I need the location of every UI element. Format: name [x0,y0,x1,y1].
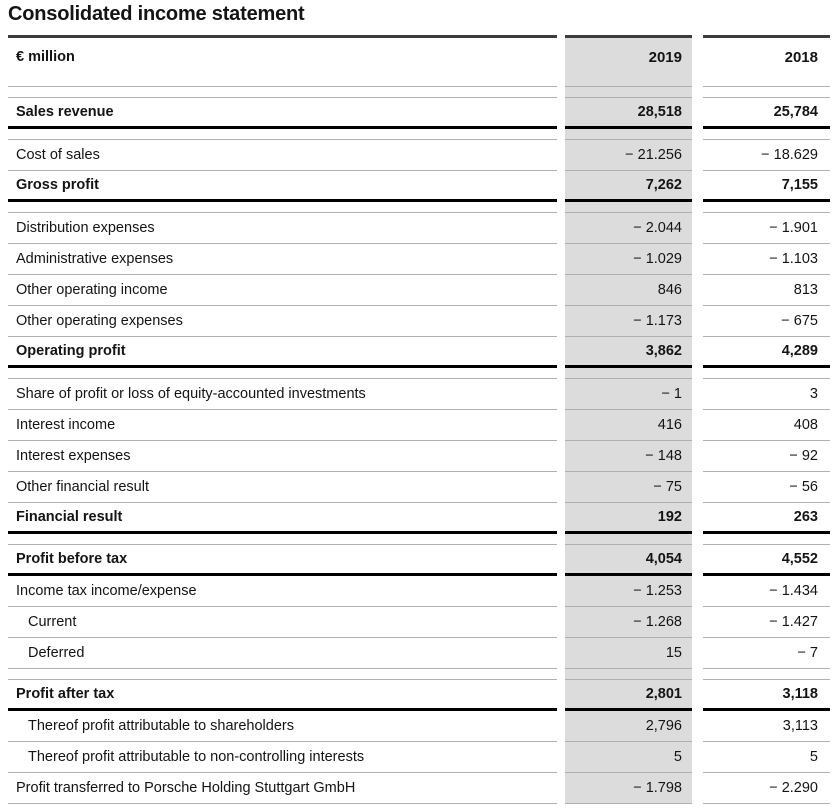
spacer-cell [703,368,830,379]
column-gap [557,410,565,441]
column-gap [692,669,703,680]
value-2018: 3,113 [703,711,830,742]
row-label: Deferred [8,638,557,669]
row-label: Interest income [8,410,557,441]
column-gap [557,534,565,545]
spacer-cell [703,129,830,140]
value-2018: 813 [703,275,830,306]
column-gap [692,87,703,98]
spacer-cell [703,87,830,98]
value-2019: 192 [565,503,692,534]
value-2019: − 1.029 [565,244,692,275]
table-row [8,503,830,534]
column-gap [557,202,565,213]
value-2018: − 18.629 [703,140,830,171]
column-gap [692,98,703,129]
column-gap [692,607,703,638]
income-statement-table [8,35,830,804]
section-spacer-row [8,87,830,98]
spacer-cell [565,87,692,98]
row-label: Other operating income [8,275,557,306]
column-gap [557,576,565,607]
table-row [8,306,830,337]
column-gap [557,472,565,503]
column-gap [557,306,565,337]
row-label: Administrative expenses [8,244,557,275]
column-header-2018: 2018 [703,35,830,87]
value-2018: − 56 [703,472,830,503]
spacer-cell [703,202,830,213]
value-2019: 7,262 [565,171,692,202]
value-2018: − 675 [703,306,830,337]
spacer-cell [703,534,830,545]
table-row [8,213,830,244]
column-gap [557,129,565,140]
spacer-cell [8,87,557,98]
column-gap [557,98,565,129]
column-gap [692,534,703,545]
row-label: Operating profit [8,337,557,368]
spacer-cell [8,669,557,680]
column-gap [692,140,703,171]
table-row [8,638,830,669]
value-2019: 15 [565,638,692,669]
column-gap [557,140,565,171]
table-header-row [8,35,830,87]
table-row [8,711,830,742]
value-2018: − 2.290 [703,773,830,804]
table-row [8,607,830,638]
section-spacer-row [8,368,830,379]
column-gap [557,337,565,368]
column-gap [692,680,703,711]
row-label: Profit transferred to Porsche Holding Stuttgart GmbH [8,773,557,804]
value-2018: 7,155 [703,171,830,202]
row-label: Thereof profit attributable to shareholders [8,711,557,742]
table-row [8,576,830,607]
table-row [8,441,830,472]
value-2019: 2,796 [565,711,692,742]
value-2018: − 7 [703,638,830,669]
column-gap [692,472,703,503]
value-2018: 3 [703,379,830,410]
column-header-unit: € million [8,35,557,87]
row-label: Sales revenue [8,98,557,129]
column-gap [692,306,703,337]
column-gap [692,244,703,275]
value-2019: − 1.253 [565,576,692,607]
value-2018: 263 [703,503,830,534]
value-2019: − 75 [565,472,692,503]
row-label: Thereof profit attributable to non-controlling interests [8,742,557,773]
section-spacer-row [8,202,830,213]
table-row [8,171,830,202]
column-gap [557,669,565,680]
column-gap [557,275,565,306]
spacer-cell [703,669,830,680]
row-label: Financial result [8,503,557,534]
value-2018: 25,784 [703,98,830,129]
table-row [8,410,830,441]
column-gap [692,368,703,379]
value-2018: − 92 [703,441,830,472]
column-gap [692,638,703,669]
column-gap [692,171,703,202]
column-gap [692,213,703,244]
value-2019: 4,054 [565,545,692,576]
row-label: Distribution expenses [8,213,557,244]
column-gap [692,503,703,534]
spacer-cell [8,129,557,140]
value-2018: 408 [703,410,830,441]
column-gap [557,368,565,379]
row-label: Other financial result [8,472,557,503]
column-gap [692,35,703,87]
value-2019: 28,518 [565,98,692,129]
column-gap [692,441,703,472]
value-2018: − 1.434 [703,576,830,607]
column-gap [692,275,703,306]
table-row [8,742,830,773]
column-header-2019: 2019 [565,35,692,87]
column-gap [557,773,565,804]
table-row [8,472,830,503]
table-rows [8,87,830,804]
value-2019: − 1 [565,379,692,410]
row-label: Current [8,607,557,638]
spacer-cell [8,202,557,213]
row-label: Other operating expenses [8,306,557,337]
column-gap [557,680,565,711]
value-2018: − 1.103 [703,244,830,275]
spacer-cell [565,202,692,213]
table-row [8,244,830,275]
spacer-cell [8,368,557,379]
column-gap [692,545,703,576]
column-gap [557,87,565,98]
spacer-cell [565,534,692,545]
table-row [8,545,830,576]
value-2019: 416 [565,410,692,441]
row-label: Cost of sales [8,140,557,171]
column-gap [557,503,565,534]
column-gap [557,35,565,87]
column-gap [557,441,565,472]
spacer-cell [565,129,692,140]
table-row [8,379,830,410]
section-spacer-row [8,669,830,680]
table-row [8,680,830,711]
table-row [8,337,830,368]
column-gap [692,773,703,804]
row-label: Profit before tax [8,545,557,576]
spacer-cell [565,368,692,379]
table-row [8,98,830,129]
value-2019: − 1.268 [565,607,692,638]
value-2019: 3,862 [565,337,692,368]
value-2019: − 148 [565,441,692,472]
column-gap [557,545,565,576]
column-gap [692,337,703,368]
column-gap [692,129,703,140]
value-2019: − 1.798 [565,773,692,804]
column-gap [557,607,565,638]
value-2018: − 1.901 [703,213,830,244]
column-gap [557,213,565,244]
table-row [8,275,830,306]
value-2019: − 21.256 [565,140,692,171]
section-spacer-row [8,129,830,140]
value-2019: − 2.044 [565,213,692,244]
row-label: Share of profit or loss of equity-accounted investments [8,379,557,410]
column-gap [557,171,565,202]
column-gap [692,202,703,213]
column-gap [557,379,565,410]
page-title: Consolidated income statement [8,3,305,25]
column-gap [557,244,565,275]
row-label: Gross profit [8,171,557,202]
value-2018: 4,289 [703,337,830,368]
value-2018: 4,552 [703,545,830,576]
column-gap [557,742,565,773]
value-2018: − 1.427 [703,607,830,638]
column-gap [692,576,703,607]
column-gap [692,379,703,410]
row-label: Income tax income/expense [8,576,557,607]
value-2019: 5 [565,742,692,773]
value-2019: 2,801 [565,680,692,711]
row-label: Profit after tax [8,680,557,711]
value-2019: − 1.173 [565,306,692,337]
spacer-cell [565,669,692,680]
value-2018: 3,118 [703,680,830,711]
table-row [8,773,830,804]
column-gap [557,638,565,669]
column-gap [557,711,565,742]
table-row [8,140,830,171]
column-gap [692,410,703,441]
value-2018: 5 [703,742,830,773]
section-spacer-row [8,534,830,545]
spacer-cell [8,534,557,545]
column-gap [692,742,703,773]
column-gap [692,711,703,742]
value-2019: 846 [565,275,692,306]
row-label: Interest expenses [8,441,557,472]
